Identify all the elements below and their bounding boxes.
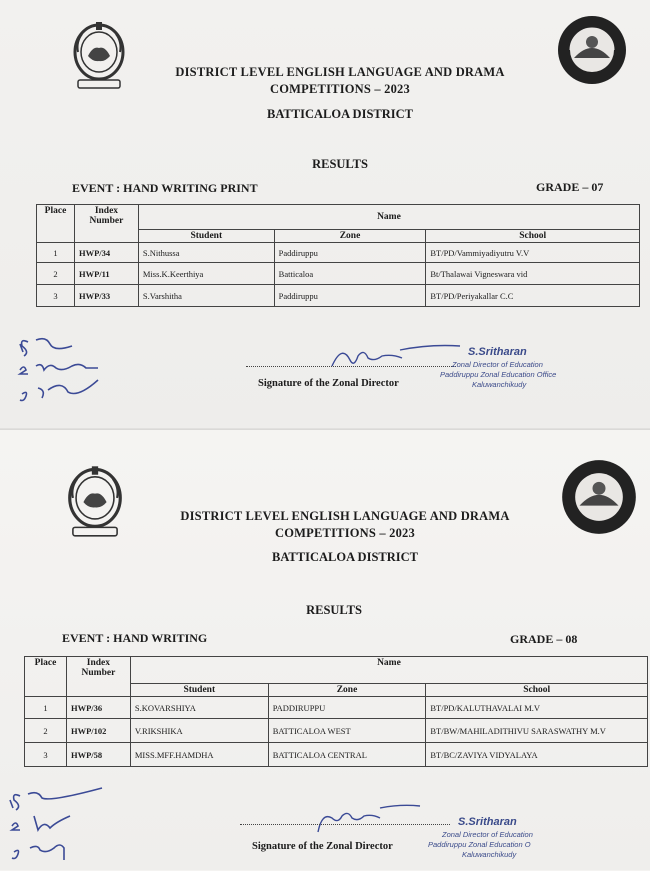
zone-cell: BATTICALOA WEST	[268, 719, 426, 743]
director-signature	[320, 342, 470, 372]
index-cell: HWP/36	[66, 697, 130, 719]
seal-line-2: Paddiruppu Zonal Education Office	[440, 370, 557, 379]
results-sheet-grade-07	[0, 0, 650, 430]
table-row	[37, 285, 640, 307]
event-name: EVENT : HAND WRITING PRINT	[72, 181, 258, 195]
index-cell: HWP/33	[74, 285, 138, 307]
seal-name: S.Sritharan	[458, 816, 517, 828]
title-line-1: DISTRICT LEVEL ENGLISH LANGUAGE AND DRAMA	[180, 509, 510, 523]
zonal-education-logo-icon	[556, 14, 628, 86]
grade-label: GRADE – 08	[510, 632, 578, 646]
results-heading: RESULTS	[312, 157, 368, 171]
place-cell: 1	[37, 243, 75, 263]
student-cell: S.Varshitha	[138, 285, 274, 307]
name-header: Name	[130, 657, 647, 684]
table-row	[25, 743, 648, 767]
index-cell: HWP/34	[74, 243, 138, 263]
signature-line	[240, 824, 450, 825]
director-signature	[300, 798, 440, 838]
district-name: BATTICALOA DISTRICT	[267, 107, 413, 121]
seal-name: S.Sritharan	[468, 346, 527, 358]
school-cell: BT/BW/MAHILADITHIVU SARASWATHY M.V	[426, 719, 648, 743]
student-cell: V.RIKSHIKA	[130, 719, 268, 743]
school-header: School	[426, 684, 648, 697]
table-header-row	[37, 205, 640, 230]
index-header-line-2: Number	[81, 668, 116, 678]
place-header: Place	[25, 657, 67, 697]
results-table	[36, 204, 640, 307]
competition-title	[120, 64, 560, 98]
index-header-line-1: Index	[86, 658, 111, 668]
grade-label: GRADE – 07	[536, 180, 604, 194]
place-cell: 2	[25, 719, 67, 743]
competition-title	[120, 508, 570, 542]
place-cell: 3	[25, 743, 67, 767]
index-cell: HWP/102	[66, 719, 130, 743]
national-emblem-icon	[62, 460, 128, 540]
seal-line-3: Kaluwanchikudy	[462, 850, 517, 859]
title-line-1: DISTRICT LEVEL ENGLISH LANGUAGE AND DRAMA	[175, 65, 505, 79]
results-sheet-grade-08	[0, 430, 650, 870]
student-cell: MISS.MFF.HAMDHA	[130, 743, 268, 767]
signature-line	[246, 366, 456, 367]
student-cell: Miss.K.Keerthiya	[138, 263, 274, 285]
zone-cell: BATTICALOA CENTRAL	[268, 743, 426, 767]
school-cell: BT/PD/KALUTHAVALAI M.V	[426, 697, 648, 719]
title-line-2: COMPETITIONS – 2023	[270, 82, 410, 96]
zone-cell: PADDIRUPPU	[268, 697, 426, 719]
handwritten-initials	[4, 786, 114, 866]
place-cell: 2	[37, 263, 75, 285]
signature-label: Signature of the Zonal Director	[258, 378, 399, 389]
zone-header: Zone	[274, 230, 426, 243]
results-table	[24, 656, 648, 767]
index-header	[66, 657, 130, 697]
student-header: Student	[138, 230, 274, 243]
index-header-line-1: Index	[94, 206, 119, 216]
zonal-education-logo-icon	[560, 458, 638, 536]
student-cell: S.KOVARSHIYA	[130, 697, 268, 719]
seal-line-1: Zonal Director of Education	[452, 360, 543, 369]
index-header-line-2: Number	[89, 216, 124, 226]
name-header: Name	[138, 205, 639, 230]
results-heading: RESULTS	[306, 603, 362, 617]
event-name: EVENT : HAND WRITING	[62, 631, 208, 645]
place-header: Place	[37, 205, 75, 243]
school-cell: BT/BC/ZAVIYA VIDYALAYA	[426, 743, 648, 767]
table-row	[37, 263, 640, 285]
table-row	[25, 719, 648, 743]
seal-line-2: Paddiruppu Zonal Education O	[428, 840, 531, 849]
table-row	[37, 243, 640, 263]
index-cell: HWP/58	[66, 743, 130, 767]
zone-cell: Paddiruppu	[274, 285, 426, 307]
table-header-row	[25, 657, 648, 684]
school-cell: BT/PD/Vammiyadiyutru V.V	[426, 243, 640, 263]
school-cell: BT/PD/Periyakallar C.C	[426, 285, 640, 307]
place-cell: 1	[25, 697, 67, 719]
index-header	[74, 205, 138, 243]
student-header: Student	[130, 684, 268, 697]
signature-label: Signature of the Zonal Director	[252, 841, 393, 852]
district-name: BATTICALOA DISTRICT	[272, 550, 418, 564]
zone-cell: Batticaloa	[274, 263, 426, 285]
school-cell: Bt/Thalawai Vigneswara vid	[426, 263, 640, 285]
zone-header: Zone	[268, 684, 426, 697]
title-line-2: COMPETITIONS – 2023	[275, 526, 415, 540]
table-row	[25, 697, 648, 719]
seal-line-3: Kaluwanchikudy	[472, 380, 527, 389]
handwritten-initials	[14, 330, 144, 410]
seal-line-1: Zonal Director of Education	[442, 830, 533, 839]
student-cell: S.Nithussa	[138, 243, 274, 263]
zone-cell: Paddiruppu	[274, 243, 426, 263]
place-cell: 3	[37, 285, 75, 307]
school-header: School	[426, 230, 640, 243]
index-cell: HWP/11	[74, 263, 138, 285]
